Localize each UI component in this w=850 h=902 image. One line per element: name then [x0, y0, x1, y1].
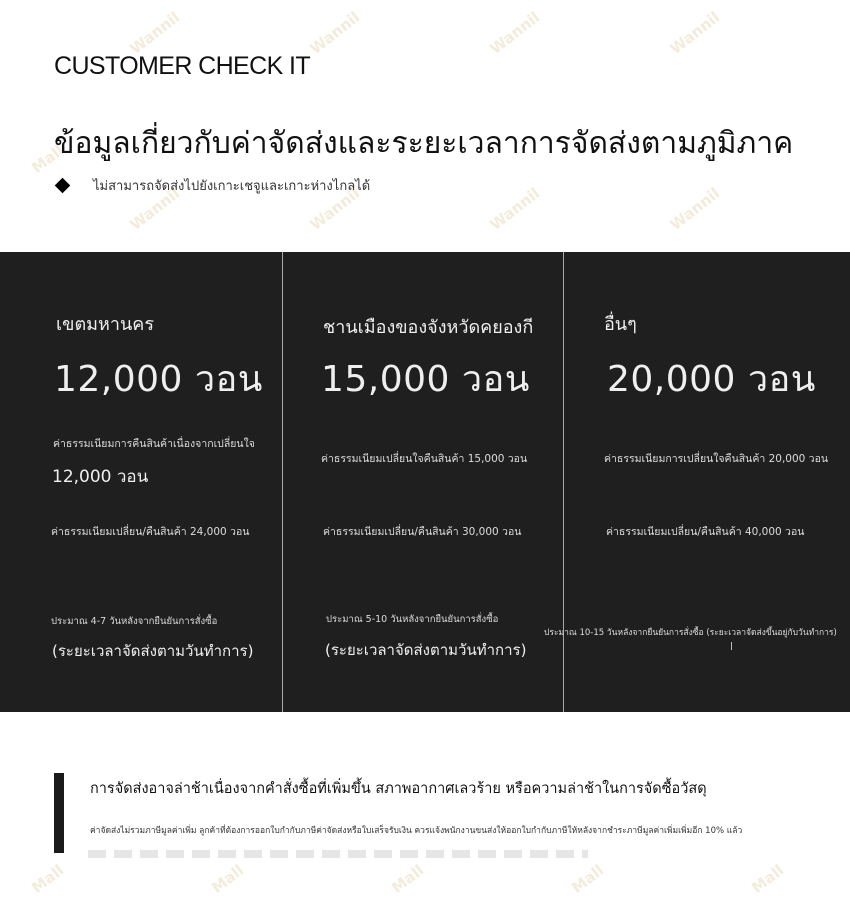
watermark: Mall [388, 861, 428, 897]
shipping-price: 15,000 วอน [321, 359, 530, 400]
diamond-bullet-icon [55, 177, 71, 193]
return-fee: ค่าธรรมเนียมการเปลี่ยนใจคืนสินค้า 20,000 วอน [604, 453, 829, 465]
tick-mark [731, 642, 732, 650]
watermark: Wannil [126, 8, 184, 58]
delivery-days: ประมาณ 5-10 วันหลังจากยืนยันการสั่งซื้อ [326, 614, 499, 625]
return-fee: ค่าธรรมเนียมเปลี่ยนใจคืนสินค้า 15,000 วอน [321, 453, 528, 465]
exchange-fee: ค่าธรรมเนียมเปลี่ยน/คืนสินค้า 30,000 วอน [323, 526, 522, 538]
shipping-price: 20,000 วอน [607, 359, 816, 400]
watermark: Mall [568, 861, 608, 897]
watermark: Wannil [486, 8, 544, 58]
watermark: Wannil [666, 8, 724, 58]
notice-accent-bar [54, 773, 64, 853]
delivery-note [54, 174, 370, 196]
faded-text-line [88, 850, 588, 858]
notice-body: ค่าจัดส่งไม่รวมภาษีมูลค่าเพิ่ม ลูกค้าที่ต้องการออกใบกำกับภาษีค่าจัดส่งหรือใบเสร็จรับเงิน ควรแจ้งพนักงานขนส่งให้ออกใบกำกับภาษีให้หลังจากชำระภาษีมูลค่าเพิ่มเพิ่มอีก 10% แล้ว [90, 826, 743, 836]
column-divider [563, 252, 564, 712]
return-fee-label: ค่าธรรมเนียมการคืนสินค้าเนื่องจากเปลี่ยนใจ [53, 438, 255, 450]
watermark: Mall [28, 141, 68, 177]
page-title: ข้อมูลเกี่ยวกับค่าจัดส่งและระยะเวลาการจัดส่งตามภูมิภาค [54, 126, 794, 161]
shipping-price: 12,000 วอน [54, 359, 263, 400]
delivery-days: ประมาณ 4-7 วันหลังจากยืนยันการสั่งซื้อ [51, 616, 218, 627]
brand-title: CUSTOMER CHECK IT [54, 52, 311, 80]
delivery-note-text: ไม่สามารถจัดส่งไปยังเกาะเชจูและเกาะห่างไกลได้ [93, 178, 371, 194]
watermark: Mall [748, 861, 788, 897]
exchange-fee: ค่าธรรมเนียมเปลี่ยน/คืนสินค้า 40,000 วอน [606, 526, 805, 538]
watermark: Wannil [306, 8, 364, 58]
region-name: เขตมหานคร [56, 314, 154, 335]
watermark: Wannil [666, 184, 724, 234]
notice-title: การจัดส่งอาจล่าช้าเนื่องจากคำสั่งซื้อที่เพิ่มขึ้น สภาพอากาศเลวร้าย หรือความล่าช้าในการจัดซื้อวัสดุ [90, 781, 707, 797]
region-name: ชานเมืองของจังหวัดคยองกี [323, 317, 534, 338]
watermark: Wannil [486, 184, 544, 234]
delivery-days-note: (ระยะเวลาจัดส่งตามวันทำการ) [325, 641, 527, 659]
watermark: Wannil [306, 184, 364, 234]
delivery-days: ประมาณ 10-15 วันหลังจากยืนยันการสั่งซื้อ (ระยะเวลาจัดส่งขึ้นอยู่กับวันทำการ) [544, 628, 837, 638]
watermark: Mall [28, 861, 68, 897]
return-fee-amount: 12,000 วอน [52, 467, 149, 487]
shipping-fee-panel [0, 252, 850, 712]
watermark: Wannil [126, 184, 184, 234]
delivery-days-note: (ระยะเวลาจัดส่งตามวันทำการ) [52, 642, 254, 660]
exchange-fee: ค่าธรรมเนียมเปลี่ยน/คืนสินค้า 24,000 วอน [51, 526, 250, 538]
watermark: Mall [208, 861, 248, 897]
column-divider [282, 252, 283, 712]
region-name: อื่นๆ [604, 314, 637, 335]
delay-notice [54, 773, 804, 853]
